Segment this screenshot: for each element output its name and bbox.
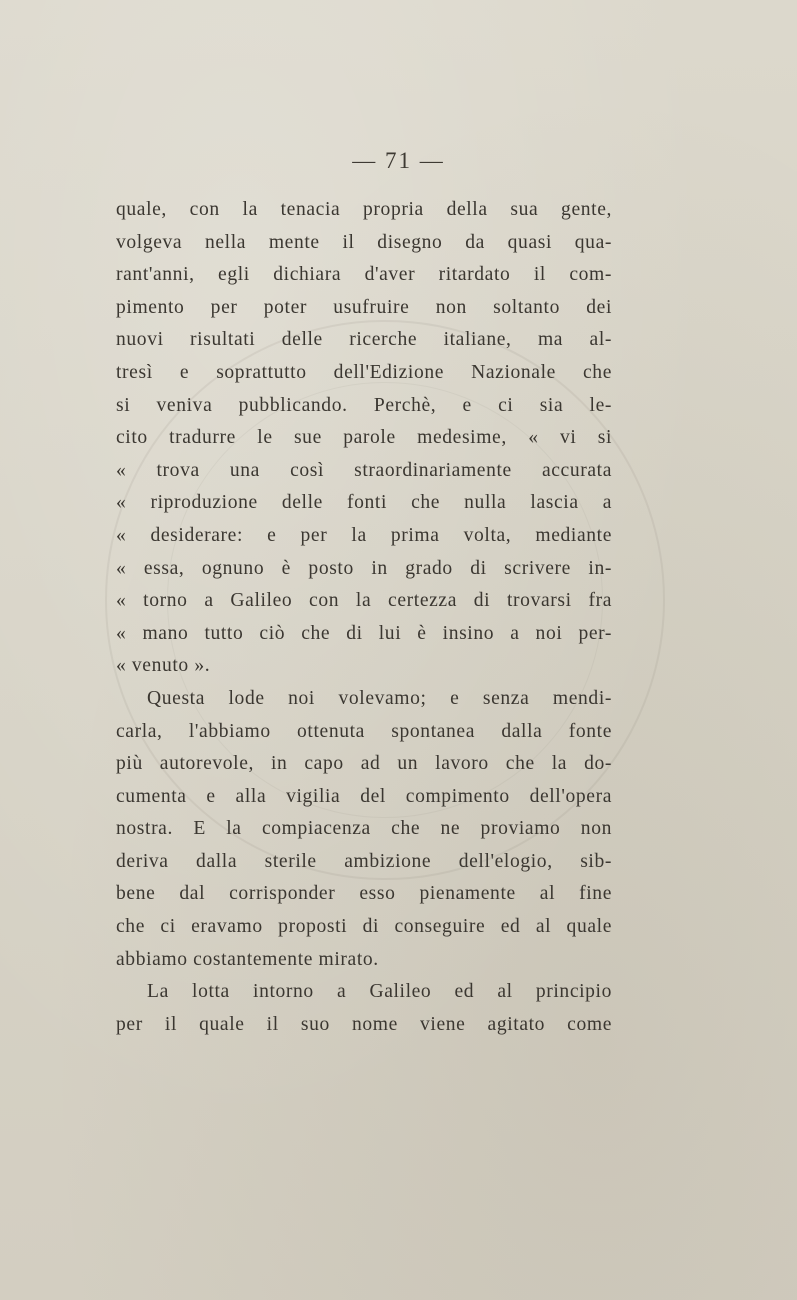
text-line: nuovi risultati delle ricerche italiane, ma al-	[116, 329, 612, 351]
text-line: « essa, ognuno è posto in grado di scrivere in-	[116, 557, 612, 579]
text-line: « mano tutto ciò che di lui è insino a noi per-	[116, 622, 612, 644]
text-line: « desiderare: e per la prima volta, mediante	[116, 524, 612, 546]
text-line: carla, l'abbiamo ottenuta spontanea dalla fonte	[116, 720, 612, 742]
text-line: per il quale il suo nome viene agitato come	[116, 1013, 612, 1035]
text-line: cumenta e alla vigilia del compimento dell'opera	[116, 785, 612, 807]
text-line: « venuto ».	[116, 655, 211, 677]
text-line: volgeva nella mente il disegno da quasi qua-	[116, 231, 612, 253]
text-line: deriva dalla sterile ambizione dell'elogio, sib-	[116, 850, 612, 872]
text-line: « torno a Galileo con la certezza di trovarsi fra	[116, 590, 612, 612]
text-line: abbiamo costantemente mirato.	[116, 948, 379, 970]
text-line: rant'anni, egli dichiara d'aver ritardato il com-	[116, 264, 612, 286]
text-line: più autorevole, in capo ad un lavoro che la do-	[116, 753, 612, 775]
text-line: cito tradurre le sue parole medesime, « vi si	[116, 427, 612, 449]
text-line: che ci eravamo proposti di conseguire ed al quale	[116, 916, 612, 938]
text-line: quale, con la tenacia propria della sua gente,	[116, 199, 612, 220]
page-number: — 71 —	[352, 148, 445, 173]
body-text	[116, 194, 612, 1041]
text-line: Questa lode noi volevamo; e senza mendi-	[147, 687, 612, 709]
text-line: pimento per poter usufruire non soltanto dei	[116, 296, 612, 318]
text-line: bene dal corrisponder esso pienamente al fine	[116, 883, 612, 905]
text-line: nostra. E la compiacenza che ne proviamo non	[116, 818, 612, 840]
text-line: si veniva pubblicando. Perchè, e ci sia le-	[116, 394, 612, 416]
text-line: « trova una così straordinariamente accurata	[116, 459, 612, 481]
text-line: La lotta intorno a Galileo ed al principio	[147, 981, 612, 1003]
text-line: « riproduzione delle fonti che nulla lascia a	[116, 492, 612, 514]
text-line: tresì e soprattutto dell'Edizione Nazionale che	[116, 361, 612, 383]
